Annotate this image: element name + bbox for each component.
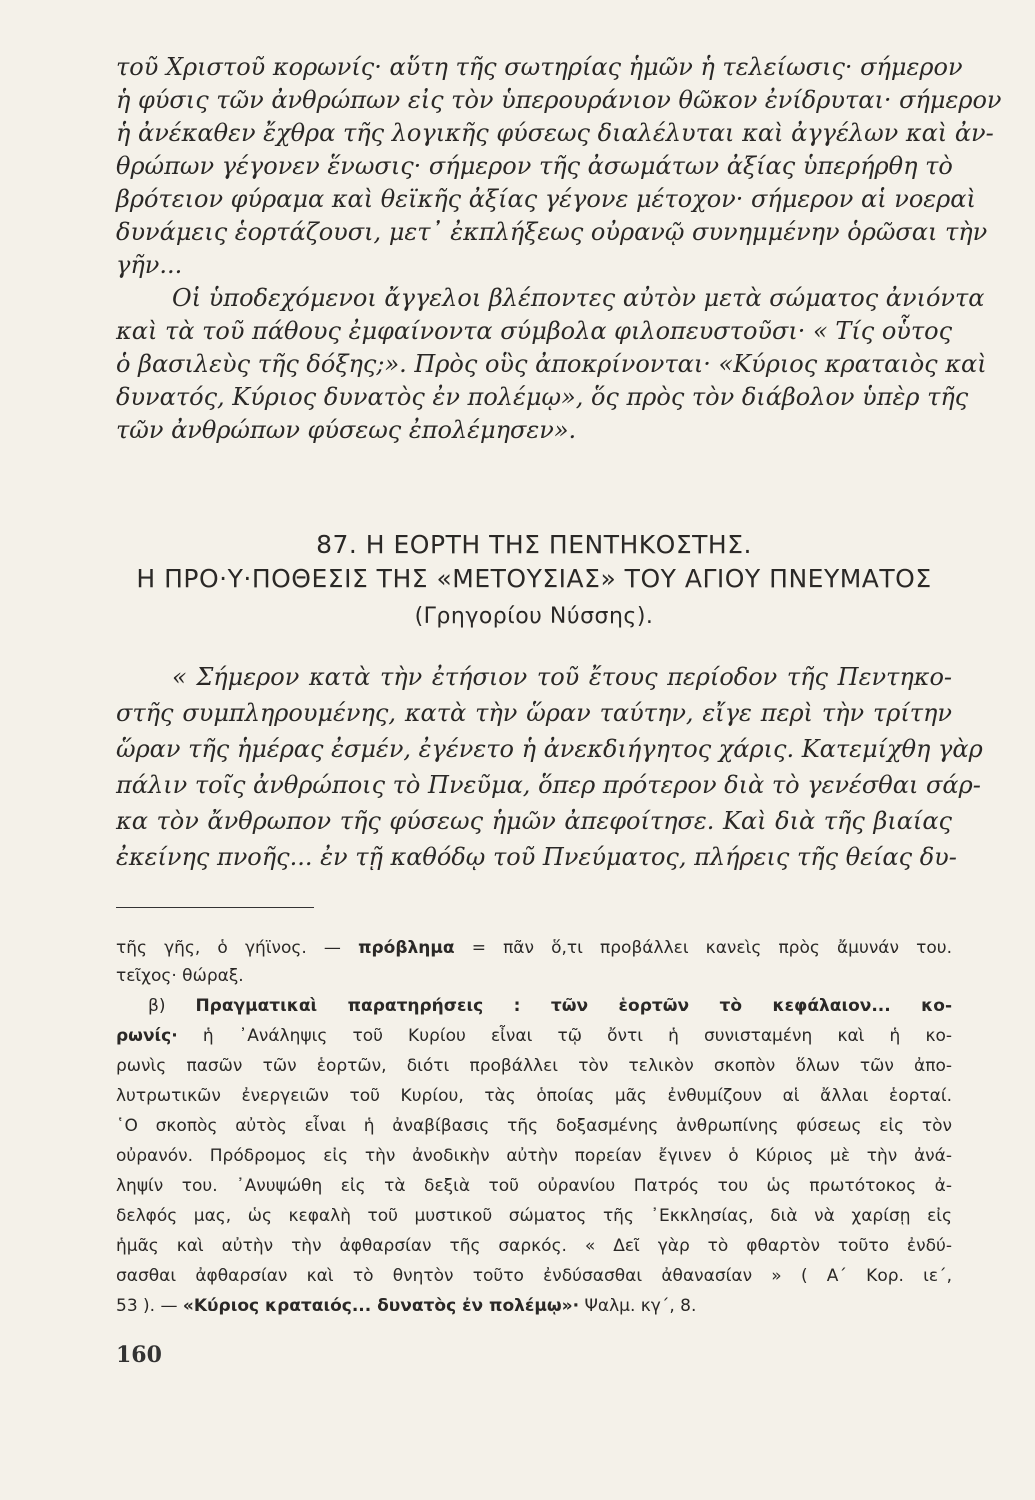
footnote-line: ῾Ο σκοπὸς αὐτὸς εἶναι ἡ ἀναβίβασις τῆς δοξασμένης ἀνθρωπίνης φύσεως εἰς τὸν [116,1116,952,1136]
footnote-text: Ψαλμ. κγ΄, 8. [584,1296,697,1316]
footnote-line: λυτρωτικῶν ἐνεργειῶν τοῦ Κυρίου, τὰς ὁποίας μᾶς ἐνθυμίζουν αἱ ἄλλαι ἑορταί. [116,1086,952,1106]
section-title: 87. Η ΕΟΡΤΗ ΤΗΣ ΠΕΝΤΗΚΟΣΤΗΣ. [316,530,752,559]
footnote-text: = πᾶν ὅ,τι προβάλλει κανεὶς πρὸς ἄμυνάν του. [471,938,953,958]
footnote-line [116,1292,952,1320]
section-subtitle: Η ΠΡΟ·Υ·ΠΟΘΕΣΙΣ ΤΗΣ «ΜΕΤΟΥΣΙΑΣ» ΤΟΥ ΑΓΙΟΥ ΠΝΕΥΜΑΤΟΣ [136,564,932,593]
text-line: δυνάμεις ἑορτάζουσι, μετ᾽ ἐκπλήξεως οὐρανῷ συνημμένην ὁρῶσαι τὴν [116,218,988,246]
text-line: ἡ φύσις τῶν ἀνθρώπων εἰς τὸν ὑπερουράνιον θῶκον ἐνίδρυται· σήμερον [116,86,1002,114]
text-line: γῆν... [116,251,183,279]
footnote-line [116,1022,952,1050]
footnote-line: οὐρανόν. Πρόδρομος εἰς τὴν ἀνοδικὴν αὐτὴν πορείαν ἔγινεν ὁ Κύριος μὲ τὴν ἀνά- [116,1146,952,1166]
footnote-text: ἡ ᾽Ανάληψις τοῦ Κυρίου εἶναι τῷ ὄντι ἡ συνισταμένη καὶ ἡ κο- [202,1026,953,1046]
footnote-line: ἡμᾶς καὶ αὐτὴν τὴν ἀφθαρσίαν τῆς σαρκός. « Δεῖ γὰρ τὸ φθαρτὸν τοῦτο ἐνδύ- [116,1236,952,1256]
page-number: 160 [116,1342,162,1368]
text-line: ὥραν τῆς ἡμέρας ἐσμέν, ἐγένετο ἡ ἀνεκδιήγητος χάρις. Κατεμίχθη γὰρ [116,735,983,763]
text-line: στῆς συμπληρουμένης, κατὰ τὴν ὥραν ταύτην, εἴγε περὶ τὴν τρίτην [116,699,952,727]
text-line: κα τὸν ἄνθρωπον τῆς φύσεως ἡμῶν ἀπεφοίτησε. Καὶ διὰ τῆς βιαίας [116,807,952,835]
footnote-line [116,934,952,962]
text-line: βρότειον φύραμα καὶ θεϊκῆς ἀξίας γέγονε μέτοχον· σήμερον αἱ νοεραὶ [116,185,976,213]
text-line: τοῦ Χριστοῦ κορωνίς· αὕτη τῆς σωτηρίας ἡμῶν ἡ τελείωσις· σήμερον [116,53,963,81]
footnote-text: 53 ). — [116,1296,178,1316]
text-line: καὶ τὰ τοῦ πάθους ἐμφαίνοντα σύμβολα φιλοπευστοῦσι· « Τίς οὗτος [116,317,953,345]
text-line: ἐκείνης πνοῆς... ἐν τῇ καθόδῳ τοῦ Πνεύματος, πλήρεις τῆς θείας δυ- [116,843,957,871]
footnote-term: πρόβλημα [358,938,455,958]
text-line: πάλιν τοῖς ἀνθρώποις τὸ Πνεῦμα, ὅπερ πρότερον διὰ τὸ γενέσθαι σάρ- [116,771,981,799]
text-line: δυνατός, Κύριος δυνατὸς ἐν πολέμῳ», ὅς πρὸς τὸν διάβολον ὑπὲρ τῆς [116,383,969,411]
footnote-divider [116,907,314,908]
footnote-term: «Κύριος κραταιός... δυνατὸς ἐν πολέμῳ»· [182,1296,580,1316]
section-author: (Γρηγορίου Νύσσης). [414,604,654,629]
text-line: τῶν ἀνθρώπων φύσεως ἐπολέμησεν». [116,416,577,444]
footnote-line: ρωνὶς πασῶν τῶν ἑορτῶν, διότι προβάλλει τὸν τελικὸν σκοπὸν ὅλων τῶν ἀπο- [116,1056,952,1076]
footnote-term: ρωνίς· [116,1026,178,1046]
footnote-line [148,992,952,1020]
text-line: « Σήμερον κατὰ τὴν ἐτήσιον τοῦ ἔτους περίοδον τῆς Πεντηκο- [172,663,952,691]
text-line: Οἱ ὑποδεχόμενοι ἄγγελοι βλέποντες αὐτὸν μετὰ σώματος ἀνιόντα [172,284,985,312]
footnote-line: ληψίν του. ᾽Ανυψώθη εἰς τὰ δεξιὰ τοῦ οὐρανίου Πατρός του ὡς πρωτότοκος ἀ- [116,1176,952,1196]
text-line: θρώπων γέγονεν ἕνωσις· σήμερον τῆς ἀσωμάτων ἀξίας ὑπερήρθη τὸ [116,152,953,180]
footnote-line: δελφός μας, ὡς κεφαλὴ τοῦ μυστικοῦ σώματος τῆς ᾽Εκκλησίας, διὰ νὰ χαρίσῃ εἰς [116,1206,952,1226]
footnote-text: τῆς γῆς, ὁ γήϊνος. — [116,938,341,958]
text-line: ὁ βασιλεὺς τῆς δόξης;». Πρὸς οὓς ἀποκρίνονται· «Κύριος κραταιὸς καὶ [116,350,987,378]
footnote-heading: Πραγματικαὶ παρατηρήσεις : τῶν ἑορτῶν τὸ κεφάλαιον... κο- [195,996,952,1016]
footnote-line: τεῖχος· θώραξ. [116,966,244,986]
footnote-line: σασθαι ἀφθαρσίαν καὶ τὸ θνητὸν τοῦτο ἐνδύσασθαι ἀθανασίαν » ( Α΄ Κορ. ιε΄, [116,1266,952,1286]
footnote-marker: β) [148,996,166,1016]
text-line: ἡ ἀνέκαθεν ἔχθρα τῆς λογικῆς φύσεως διαλέλυται καὶ ἀγγέλων καὶ ἀν- [116,119,994,147]
